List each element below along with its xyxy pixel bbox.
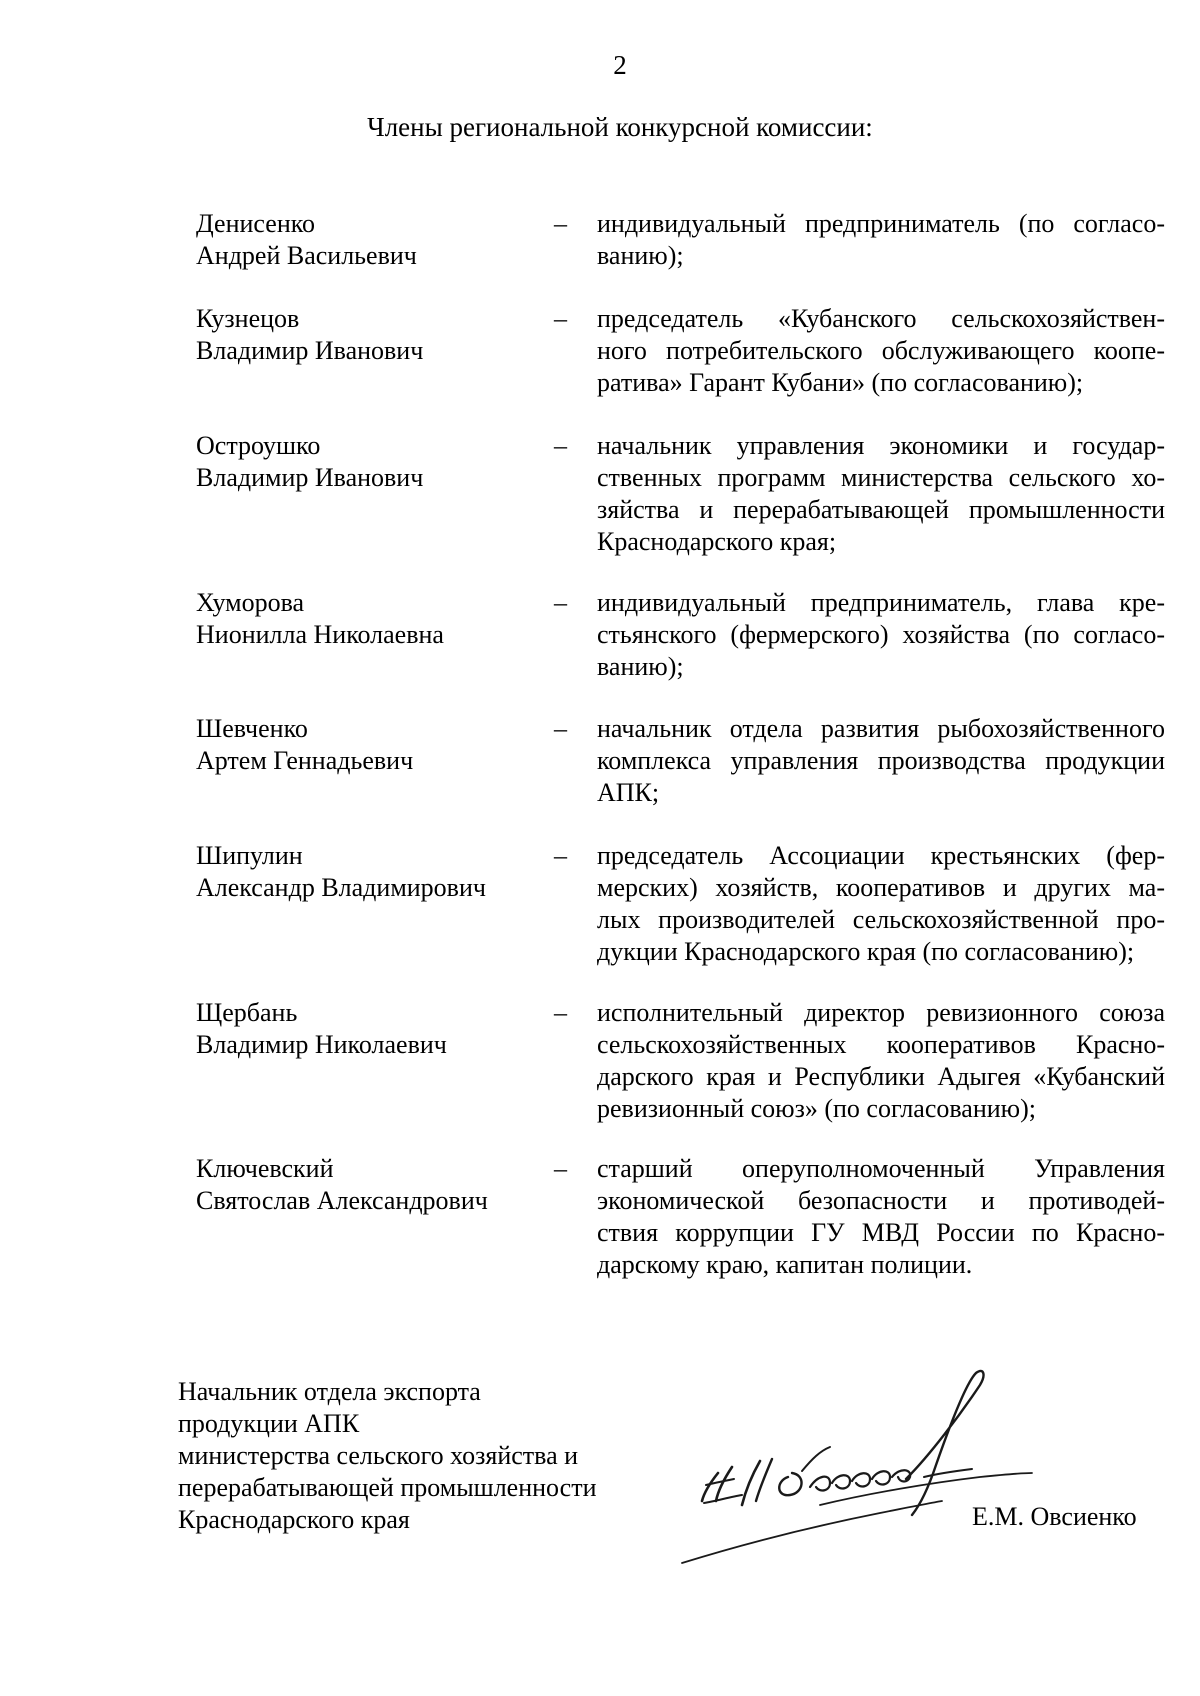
- description-line: начальник отдела развития рыбохозяйственного: [597, 714, 1165, 743]
- member-surname: Шипулин: [196, 841, 303, 870]
- member-given-name: Святослав Александрович: [196, 1186, 488, 1215]
- description-line: зяйства и перерабатывающей промышленности: [597, 495, 1165, 524]
- description-line: ванию);: [597, 241, 684, 270]
- description-line: дукции Краснодарского края (по согласованию);: [597, 937, 1135, 966]
- dash-separator: –: [554, 304, 567, 333]
- member-surname: Хуморова: [196, 588, 305, 617]
- member-name: [196, 1153, 536, 1217]
- member-description: [597, 713, 1165, 809]
- member-description: [597, 587, 1165, 683]
- member-given-name: Нионилла Николаевна: [196, 620, 444, 649]
- description-line: ратива» Гарант Кубани» (по согласованию);: [597, 368, 1084, 397]
- description-line: стьянского (фермерского) хозяйства (по согласо-: [597, 620, 1165, 649]
- member-surname: Щербань: [196, 998, 298, 1027]
- description-line: председатель Ассоциации крестьянских (фер-: [597, 841, 1165, 870]
- description-line: сельскохозяйственных кооперативов Красно-: [597, 1030, 1165, 1059]
- member-given-name: Владимир Иванович: [196, 463, 424, 492]
- dash-separator: –: [554, 714, 567, 743]
- member-name: [196, 997, 536, 1061]
- signatory-name: Е.М. Овсиенко: [972, 1502, 1137, 1531]
- member-description: [597, 430, 1165, 558]
- member-given-name: Владимир Николаевич: [196, 1030, 447, 1059]
- description-line: индивидуальный предприниматель, глава кре-: [597, 588, 1165, 617]
- description-line: ствия коррупции ГУ МВД России по Красно-: [597, 1218, 1165, 1247]
- description-line: экономической безопасности и противодей-: [597, 1186, 1165, 1215]
- dash-separator: –: [554, 209, 567, 238]
- page-number: 2: [613, 50, 627, 80]
- dash-separator: –: [554, 588, 567, 617]
- position-line: продукции АПК: [178, 1409, 360, 1438]
- dash-separator: –: [554, 998, 567, 1027]
- description-line: лых производителей сельскохозяйственной про-: [597, 905, 1165, 934]
- page-title: Члены региональной конкурсной комиссии:: [367, 112, 873, 142]
- member-given-name: Александр Владимирович: [196, 873, 486, 902]
- description-line: АПК;: [597, 778, 660, 807]
- description-line: ванию);: [597, 652, 684, 681]
- member-name: [196, 303, 536, 367]
- member-surname: Денисенко: [196, 209, 316, 238]
- member-given-name: Артем Геннадьевич: [196, 746, 414, 775]
- description-line: Краснодарского края;: [597, 527, 837, 556]
- member-name: [196, 208, 536, 272]
- member-name: [196, 587, 536, 651]
- member-description: [597, 303, 1165, 399]
- member-surname: Шевченко: [196, 714, 308, 743]
- description-line: ного потребительского обслуживающего коопе-: [597, 336, 1165, 365]
- dash-separator: –: [554, 431, 567, 460]
- description-line: мерских) хозяйств, кооперативов и других ма-: [597, 873, 1165, 902]
- description-line: председатель «Кубанского сельскохозяйствен-: [597, 304, 1165, 333]
- description-line: дарскому краю, капитан полиции.: [597, 1250, 973, 1279]
- member-given-name: Андрей Васильевич: [196, 241, 417, 270]
- position-line: министерства сельского хозяйства и: [178, 1441, 579, 1470]
- signatory-position: [178, 1376, 597, 1536]
- member-surname: Остроушко: [196, 431, 321, 460]
- member-name: [196, 713, 536, 777]
- member-name: [196, 840, 536, 904]
- description-line: ревизионный союз» (по согласованию);: [597, 1094, 1036, 1123]
- description-line: старший оперуполномоченный Управления: [597, 1154, 1165, 1183]
- member-surname: Ключевский: [196, 1154, 334, 1183]
- member-description: [597, 840, 1165, 968]
- member-name: [196, 430, 536, 494]
- member-description: [597, 997, 1165, 1125]
- description-line: индивидуальный предприниматель (по согласо-: [597, 209, 1165, 238]
- position-line: перерабатывающей промышленности: [178, 1473, 597, 1502]
- member-given-name: Владимир Иванович: [196, 336, 424, 365]
- member-surname: Кузнецов: [196, 304, 300, 333]
- description-line: комплекса управления производства продукции: [597, 746, 1165, 775]
- description-line: начальник управления экономики и государ-: [597, 431, 1165, 460]
- handwritten-signature-icon: [680, 1355, 1060, 1570]
- member-description: [597, 208, 1165, 272]
- dash-separator: –: [554, 1154, 567, 1183]
- position-line: Начальник отдела экспорта: [178, 1377, 481, 1406]
- description-line: исполнительный директор ревизионного союза: [597, 998, 1165, 1027]
- member-description: [597, 1153, 1165, 1281]
- description-line: ственных программ министерства сельского хо-: [597, 463, 1165, 492]
- dash-separator: –: [554, 841, 567, 870]
- description-line: дарского края и Республики Адыгея «Кубанский: [597, 1062, 1165, 1091]
- position-line: Краснодарского края: [178, 1505, 410, 1534]
